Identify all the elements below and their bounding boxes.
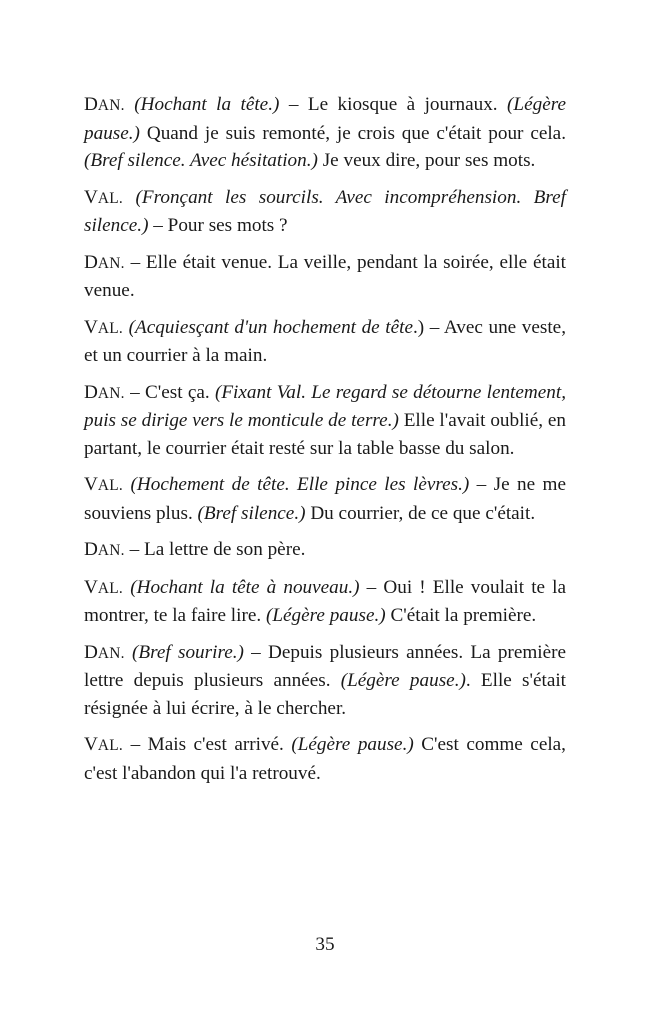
stage-direction: (Hochant la tête.) xyxy=(134,94,280,115)
stage-direction: (Acquiesçant d'un hochement de tête xyxy=(128,316,413,338)
dialogue-text: – C'est ça. xyxy=(124,381,215,403)
dialogue-text: . Elle s'était résignée à lui écrire, à le chercher. xyxy=(84,670,566,719)
dialogue-text: – Oui ! Elle voulait te la montrer, te la faire lire. xyxy=(84,576,567,626)
speaker-initial: D xyxy=(84,94,98,115)
dialogue-paragraph xyxy=(84,471,566,527)
speaker-rest: AL. xyxy=(97,189,124,207)
speaker-initial: D xyxy=(84,641,98,663)
stage-direction: (Bref silence. Avec hésitation.) xyxy=(84,150,318,171)
speaker-rest: AL. xyxy=(97,477,124,494)
speaker-rest: AN. xyxy=(97,254,125,272)
dialogue-text: Quand je suis remonté, je crois que c'était pour cela. xyxy=(139,122,566,144)
stage-direction: (Hochant la tête à nouveau.) xyxy=(130,576,360,598)
page-body xyxy=(84,91,566,796)
stage-direction: (Fronçant les sourcils. Avec incompréhension. Bref silence.) xyxy=(84,186,566,236)
speaker-name xyxy=(84,577,123,598)
dialogue-paragraph xyxy=(84,639,566,723)
dialogue-text: – Le kiosque à journaux. xyxy=(279,94,508,115)
dialogue-paragraph xyxy=(84,91,566,175)
dialogue-text: – Depuis plusieurs années. La première lettre depuis plusieurs années. xyxy=(84,641,567,691)
dialogue-text: C'est comme cela, c'est l'abandon qui l'a retrouvé. xyxy=(84,734,566,784)
dialogue-text xyxy=(125,94,134,115)
speaker-name xyxy=(84,252,125,273)
speaker-initial: V xyxy=(84,474,98,495)
speaker-name xyxy=(84,642,125,663)
speaker-rest: AL. xyxy=(97,579,124,597)
speaker-rest: AN. xyxy=(97,97,125,114)
speaker-name xyxy=(84,317,123,338)
stage-direction: (Légère pause.) xyxy=(84,94,567,144)
speaker-rest: AL. xyxy=(97,737,124,754)
speaker-initial: D xyxy=(84,251,98,273)
dialogue-text: Elle l'avait oublié, en partant, le courrier était resté sur la table basse du salon. xyxy=(84,410,566,459)
dialogue-text: – Pour ses mots ? xyxy=(148,215,288,236)
speaker-initial: V xyxy=(84,186,98,208)
speaker-name xyxy=(84,474,123,495)
speaker-rest: AN. xyxy=(97,644,125,662)
stage-direction: (Fixant Val. Le regard se détourne lentement, puis se dirige vers le monticule de terre.) xyxy=(84,381,566,431)
dialogue-paragraph xyxy=(84,574,566,630)
stage-direction: (Bref sourire.) xyxy=(132,641,244,663)
dialogue-text: C'était la première. xyxy=(385,605,537,626)
speaker-initial: V xyxy=(84,576,98,598)
speaker-rest: AN. xyxy=(97,384,125,402)
speaker-name xyxy=(84,187,123,208)
stage-direction: (Bref silence.) xyxy=(197,502,306,524)
stage-direction: (Légère pause.) xyxy=(291,734,414,755)
dialogue-paragraph xyxy=(84,379,566,463)
dialogue-text: Je veux dire, pour ses mots. xyxy=(317,150,536,171)
speaker-name xyxy=(84,734,123,755)
dialogue-paragraph xyxy=(84,731,566,787)
speaker-name xyxy=(84,382,125,403)
dialogue-text: Du courrier, de ce que c'était. xyxy=(305,502,536,524)
speaker-rest: AN. xyxy=(97,542,125,559)
stage-direction: (Légère pause.) xyxy=(265,605,386,626)
speaker-initial: V xyxy=(84,734,98,755)
dialogue-paragraph xyxy=(84,184,566,240)
dialogue-text: .) – Avec une veste, et un courrier à la main. xyxy=(84,316,566,366)
stage-direction: (Légère pause.) xyxy=(340,670,466,691)
dialogue-text: – Elle était venue. La veille, pendant la soirée, elle était venue. xyxy=(84,251,566,301)
speaker-initial: V xyxy=(84,316,98,338)
dialogue-text: – Mais c'est arrivé. xyxy=(123,734,292,755)
speaker-rest: AL. xyxy=(97,319,124,337)
dialogue-text: – La lettre de son père. xyxy=(124,539,306,560)
dialogue-paragraph xyxy=(84,314,566,370)
dialogue-paragraph xyxy=(84,249,566,305)
speaker-name xyxy=(84,94,125,115)
page-number: 35 xyxy=(315,934,335,955)
speaker-initial: D xyxy=(84,381,98,403)
speaker-initial: D xyxy=(84,539,98,560)
dialogue-text xyxy=(125,642,132,663)
dialogue-paragraph xyxy=(84,536,566,565)
speaker-name xyxy=(84,539,125,560)
dialogue-text xyxy=(123,187,135,208)
dialogue-text: – Je ne me souviens plus. xyxy=(84,474,566,524)
stage-direction: (Hochement de tête. Elle pince les lèvres.) xyxy=(130,474,470,495)
